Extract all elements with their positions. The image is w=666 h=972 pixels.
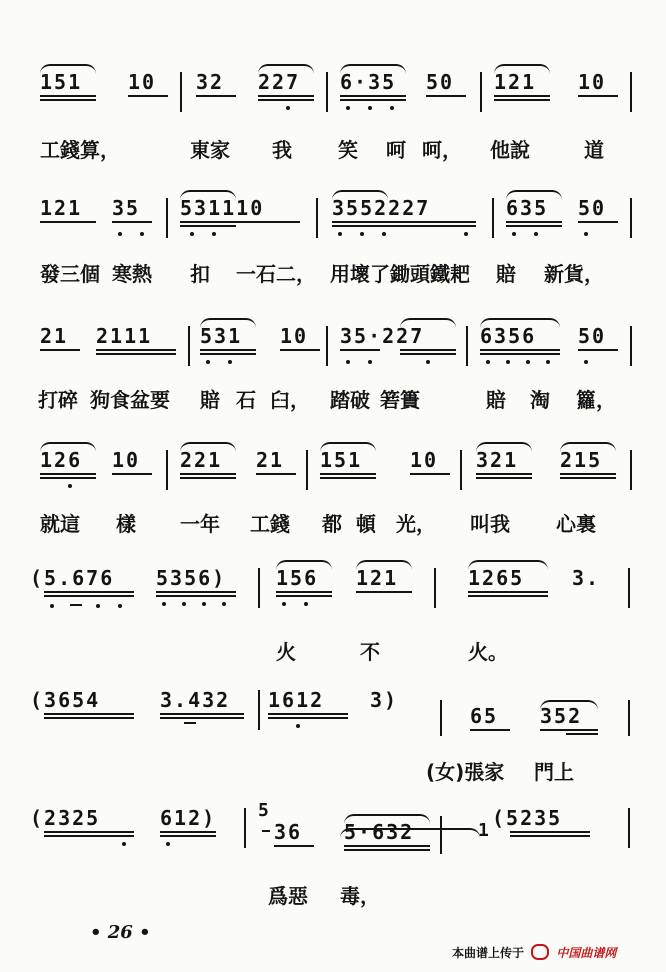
rhythm-underline — [276, 591, 332, 593]
notation-line-5 — [0, 566, 666, 614]
note-group: 151 — [320, 448, 363, 472]
note-group: (3654 — [30, 688, 101, 712]
note-group: 50 — [578, 324, 607, 348]
octave-dot — [68, 484, 72, 488]
rhythm-underline — [320, 477, 376, 479]
rhythm-underline — [468, 595, 548, 597]
octave-dot — [368, 106, 372, 110]
barline — [326, 72, 328, 112]
octave-dot — [122, 842, 126, 846]
lyric-text: 淘 — [530, 388, 550, 412]
rhythm-underline — [160, 713, 244, 715]
rhythm-underline — [470, 729, 510, 731]
rhythm-underline — [426, 95, 466, 97]
rhythm-underline — [40, 473, 96, 475]
note-group: 5356) — [156, 566, 227, 590]
octave-dot — [464, 232, 468, 236]
rhythm-underline — [506, 225, 562, 227]
rhythm-underline — [340, 95, 406, 97]
note-group: 352 — [540, 704, 583, 728]
note-group: 531 — [200, 324, 243, 348]
octave-dot — [506, 360, 510, 364]
note-group: 6356 — [480, 324, 537, 348]
rhythm-underline — [476, 473, 532, 475]
octave-dot — [140, 232, 144, 236]
note-group: 2111 — [96, 324, 153, 348]
rhythm-underline — [494, 95, 550, 97]
barline — [628, 808, 630, 848]
lyric-text: 賠 — [496, 262, 516, 286]
octave-dot — [118, 232, 122, 236]
rhythm-underline — [156, 595, 236, 597]
rhythm-underline — [180, 221, 300, 223]
barline — [166, 450, 168, 490]
octave-dot — [182, 602, 186, 606]
barline — [480, 72, 482, 112]
lyric-text: 爲惡 — [268, 884, 308, 908]
rhythm-underline — [344, 845, 430, 847]
note-group: 35 — [112, 196, 141, 220]
lyric-text: 用壞了鋤頭鐵耙 — [330, 262, 470, 286]
rhythm-underline — [332, 221, 476, 223]
notation-line-4 — [0, 448, 666, 496]
barline — [188, 326, 190, 366]
rhythm-underline — [40, 221, 96, 223]
rhythm-underline — [506, 221, 562, 223]
note-group: 321 — [476, 448, 519, 472]
rhythm-underline — [258, 95, 314, 97]
octave-dot — [584, 232, 588, 236]
note-group: 151 — [40, 70, 83, 94]
note-group: 612) — [160, 806, 217, 830]
barline — [434, 568, 436, 608]
rhythm-underline — [468, 591, 548, 593]
octave-dot — [96, 604, 100, 608]
octave-dot — [304, 602, 308, 606]
note-group: 5·632 — [344, 820, 415, 844]
rhythm-underline — [44, 595, 134, 597]
lyric-text: 工錢算， — [40, 138, 120, 162]
barline — [630, 450, 632, 490]
rhythm-underline — [400, 349, 456, 351]
note-group: 10 — [578, 70, 607, 94]
barline — [630, 72, 632, 112]
rhythm-underline — [40, 95, 96, 97]
rhythm-underline — [578, 349, 618, 351]
lyric-text: 踏破 — [330, 388, 370, 412]
barline — [460, 450, 462, 490]
rhythm-underline — [160, 717, 244, 719]
rhythm-underline — [160, 831, 216, 833]
lyric-line-6 — [0, 756, 666, 788]
lyric-text: 打碎 — [38, 388, 78, 412]
octave-dot — [162, 602, 166, 606]
barline — [440, 700, 442, 736]
site-name: 中国曲谱网 — [556, 946, 617, 960]
octave-dot — [382, 232, 386, 236]
barline — [306, 450, 308, 490]
barline — [630, 326, 632, 366]
notation-line-3 — [0, 324, 666, 372]
lyric-text: 一石二， — [236, 262, 316, 286]
note-group: 3.432 — [160, 688, 231, 712]
lyric-text: 就這 — [40, 512, 80, 536]
note-group: 1 — [478, 820, 489, 841]
lyric-line-5 — [0, 636, 666, 668]
rhythm-underline — [40, 349, 80, 351]
octave-dot — [50, 604, 54, 608]
note-group: 35·227 — [340, 324, 425, 348]
octave-dot — [534, 232, 538, 236]
rhythm-underline — [196, 95, 236, 97]
note-group: 1265 — [468, 566, 525, 590]
note-group: (5.676 — [30, 566, 115, 590]
rhythm-underline — [560, 477, 616, 479]
rhythm-underline — [96, 349, 176, 351]
note-group: 215 — [560, 448, 603, 472]
page-number: • 26 • — [90, 922, 151, 943]
octave-dot — [282, 602, 286, 606]
rhythm-underline — [44, 713, 134, 715]
note-group: 635 — [506, 196, 549, 220]
lyric-text: 樣 — [116, 512, 136, 536]
note-group: 1612 — [268, 688, 325, 712]
note-group: 3. — [572, 566, 601, 590]
rhythm-underline — [184, 722, 196, 724]
notation-line-1 — [0, 70, 666, 118]
note-group: 36 — [274, 820, 303, 844]
rhythm-underline — [480, 353, 560, 355]
note-group: 50 — [426, 70, 455, 94]
lyric-line-2 — [0, 258, 666, 290]
octave-dot — [426, 360, 430, 364]
note-group: 50 — [578, 196, 607, 220]
barline — [316, 198, 318, 238]
note-group: 10 — [410, 448, 439, 472]
credit-prefix: 本曲谱上传于 — [452, 946, 525, 960]
source-credit — [452, 944, 616, 961]
lyric-line-7 — [0, 880, 666, 912]
lyric-text: (女)張家 — [426, 760, 505, 784]
lyric-text: 不 — [360, 640, 380, 664]
lyric-text: 東家 — [190, 138, 230, 162]
lyric-text: 火 — [276, 640, 296, 664]
octave-dot — [286, 106, 290, 110]
notation-line-6 — [0, 688, 666, 736]
lyric-text: 籮， — [576, 388, 616, 412]
lyric-text: 門上 — [534, 760, 574, 784]
rhythm-underline — [268, 717, 348, 719]
lyric-line-3 — [0, 384, 666, 416]
note-group: (5235 — [492, 806, 563, 830]
rhythm-underline — [332, 225, 476, 227]
note-group: 21 — [40, 324, 69, 348]
rhythm-underline — [44, 717, 134, 719]
note-group: 10 — [128, 70, 157, 94]
lyric-text: 他說 — [490, 138, 530, 162]
rhythm-underline — [400, 353, 456, 355]
rhythm-underline — [128, 95, 168, 97]
lyric-text: 都 — [322, 512, 342, 536]
rhythm-underline — [180, 473, 236, 475]
rhythm-underline — [578, 95, 618, 97]
lyric-text: 火。 — [468, 640, 508, 664]
rhythm-underline — [44, 835, 134, 837]
note-group: 21 — [256, 448, 285, 472]
rhythm-underline — [566, 733, 598, 735]
barline — [244, 808, 246, 848]
rhythm-underline — [340, 99, 406, 101]
note-group: 121 — [494, 70, 537, 94]
slur-mark — [340, 828, 480, 838]
rhythm-underline — [276, 595, 332, 597]
rhythm-underline — [70, 604, 82, 606]
rhythm-underline — [256, 473, 296, 475]
lyric-text: 毒， — [340, 884, 380, 908]
rhythm-underline — [476, 477, 532, 479]
octave-dot — [546, 360, 550, 364]
rhythm-underline — [560, 473, 616, 475]
barline — [628, 568, 630, 608]
lyric-text: 臼， — [270, 388, 310, 412]
lyric-text: 我 — [272, 138, 292, 162]
note-group: 126 — [40, 448, 83, 472]
octave-dot — [346, 106, 350, 110]
lyric-text: 新貨， — [544, 262, 604, 286]
octave-dot — [584, 360, 588, 364]
rhythm-underline — [200, 353, 256, 355]
rhythm-underline — [578, 221, 618, 223]
octave-dot — [202, 602, 206, 606]
octave-dot — [390, 106, 394, 110]
note-group: 3) — [370, 688, 399, 712]
octave-dot — [486, 360, 490, 364]
rhythm-underline — [44, 591, 134, 593]
note-group: 221 — [180, 448, 223, 472]
lyric-text: 寒熱 — [112, 262, 152, 286]
octave-dot — [222, 602, 226, 606]
notation-line-2 — [0, 196, 666, 244]
barline — [258, 568, 260, 608]
lyric-text: 工錢 — [250, 512, 290, 536]
lyric-text: 心裏 — [556, 512, 596, 536]
rhythm-underline — [494, 99, 550, 101]
rhythm-underline — [180, 477, 236, 479]
lyric-text: 箬簣 — [380, 388, 420, 412]
lyric-text: 扣 — [190, 262, 210, 286]
lyric-text: 道 — [584, 138, 604, 162]
octave-dot — [228, 360, 232, 364]
octave-dot — [296, 724, 300, 728]
octave-dot — [360, 232, 364, 236]
octave-dot — [346, 360, 350, 364]
rhythm-underline — [156, 591, 236, 593]
note-group: 6·35 — [340, 70, 397, 94]
rhythm-underline — [540, 729, 598, 731]
note-group: 10 — [112, 448, 141, 472]
lyric-text: 呵 — [386, 138, 406, 162]
note-group: 5 — [258, 800, 269, 821]
rhythm-underline — [112, 221, 152, 223]
barline — [466, 326, 468, 366]
lyric-text: 賠 — [200, 388, 220, 412]
rhythm-underline — [258, 99, 314, 101]
note-group: 3552227 — [332, 196, 431, 220]
lyric-text: 一年 — [180, 512, 220, 536]
rhythm-underline — [200, 349, 256, 351]
barline — [492, 198, 494, 238]
lyric-text: 賠 — [486, 388, 506, 412]
barline — [166, 198, 168, 238]
lyric-text: 光， — [396, 512, 436, 536]
note-group: 531110 — [180, 196, 265, 220]
lyric-text: 石 — [236, 388, 256, 412]
lyric-text: 笑 — [338, 138, 358, 162]
rhythm-underline — [410, 473, 450, 475]
rhythm-underline — [344, 849, 430, 851]
octave-dot — [368, 360, 372, 364]
note-group: 32 — [196, 70, 225, 94]
note-group: 156 — [276, 566, 319, 590]
note-group: (2325 — [30, 806, 101, 830]
rhythm-underline — [480, 349, 560, 351]
rhythm-underline — [510, 831, 590, 833]
lyric-text: 頓 — [356, 512, 376, 536]
octave-dot — [118, 604, 122, 608]
barline — [628, 700, 630, 736]
octave-dot — [166, 842, 170, 846]
octave-dot — [338, 232, 342, 236]
rhythm-underline — [96, 353, 176, 355]
note-group: 227 — [258, 70, 301, 94]
rhythm-underline — [44, 831, 134, 833]
rhythm-underline — [262, 830, 270, 832]
rhythm-underline — [160, 835, 216, 837]
barline — [180, 72, 182, 112]
rhythm-underline — [40, 99, 96, 101]
lyric-text: 叫我 — [470, 512, 510, 536]
note-group: 121 — [356, 566, 399, 590]
barline — [326, 326, 328, 366]
site-logo-icon — [531, 944, 549, 960]
octave-dot — [512, 232, 516, 236]
rhythm-underline — [112, 473, 152, 475]
rhythm-underline — [274, 845, 314, 847]
rhythm-underline — [510, 835, 590, 837]
rhythm-underline — [180, 225, 236, 227]
rhythm-underline — [280, 349, 320, 351]
note-group: 10 — [280, 324, 309, 348]
rhythm-underline — [356, 591, 412, 593]
octave-dot — [212, 232, 216, 236]
lyric-text: 狗食盆要 — [90, 388, 170, 412]
octave-dot — [190, 232, 194, 236]
note-group: 65 — [470, 704, 499, 728]
octave-dot — [206, 360, 210, 364]
lyric-line-4 — [0, 508, 666, 540]
rhythm-underline — [320, 473, 376, 475]
barline — [630, 198, 632, 238]
notation-line-7 — [0, 800, 666, 854]
octave-dot — [526, 360, 530, 364]
lyric-text: 發三個 — [40, 262, 100, 286]
lyric-text: 呵， — [422, 138, 462, 162]
barline — [258, 690, 260, 730]
rhythm-underline — [268, 713, 348, 715]
note-group: 121 — [40, 196, 83, 220]
lyric-line-1 — [0, 134, 666, 166]
rhythm-underline — [340, 349, 380, 351]
rhythm-underline — [40, 477, 96, 479]
